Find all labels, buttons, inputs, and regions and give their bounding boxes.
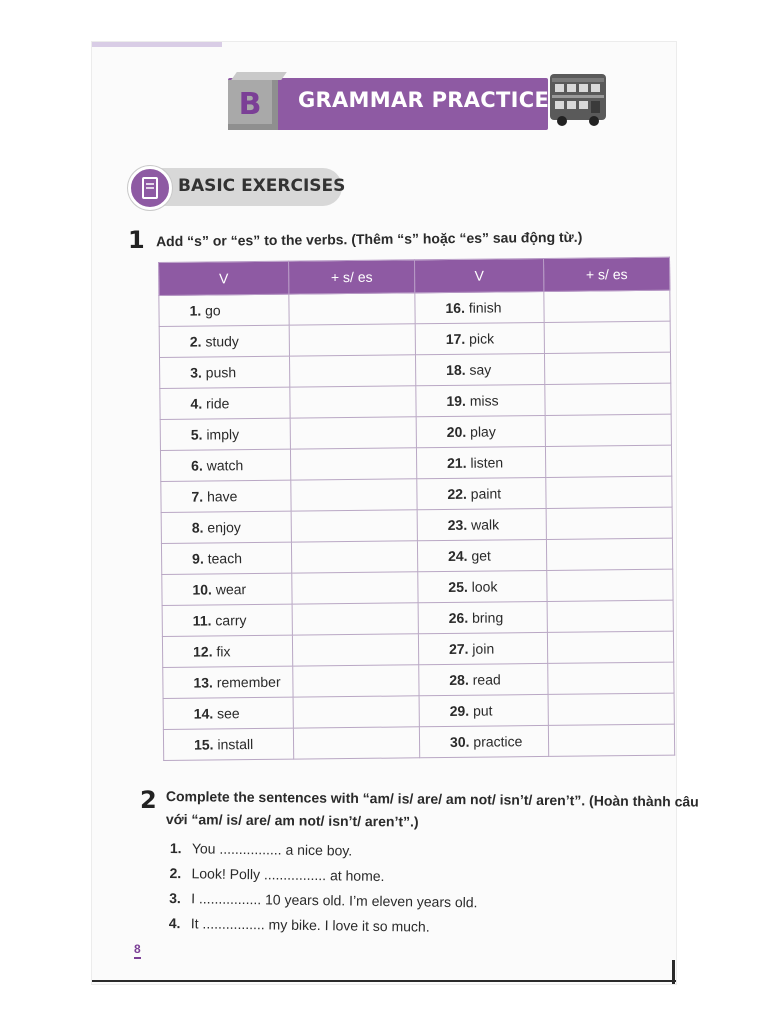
item-number: 4. — [190, 395, 203, 412]
exercise-1-number: 1 — [128, 226, 145, 254]
verb-word: fix — [216, 643, 231, 660]
verb-word: install — [217, 736, 254, 753]
verb-cell-left — [163, 666, 294, 698]
verb-cell-left — [162, 604, 293, 636]
header-suffix-1: + s/ es — [289, 260, 415, 294]
item-number: 21. — [446, 454, 467, 471]
answer-cell-right[interactable] — [544, 290, 670, 322]
verb-word: have — [206, 488, 238, 505]
item-number: 22. — [447, 485, 467, 502]
verb-cell-right — [418, 632, 548, 664]
verb-word: enjoy — [207, 519, 241, 536]
answer-cell-left[interactable] — [290, 355, 416, 387]
answer-cell-left[interactable] — [293, 634, 419, 666]
verb-word: teach — [207, 550, 243, 567]
page-top-accent — [92, 42, 222, 47]
answer-cell-right[interactable] — [545, 414, 671, 446]
item-number: 5. — [190, 426, 203, 443]
header-verb-2: V — [414, 258, 544, 292]
item-number: 6. — [191, 457, 203, 474]
item-number: 14. — [193, 705, 214, 722]
verb-cell-left — [159, 294, 290, 326]
verb-cell-left — [161, 480, 292, 512]
answer-cell-right[interactable] — [545, 352, 671, 384]
verb-cell-right — [417, 508, 547, 540]
answer-cell-right[interactable] — [546, 476, 672, 508]
item-number: 23. — [447, 516, 468, 533]
answer-cell-right[interactable] — [548, 693, 674, 725]
verb-word: study — [205, 333, 239, 350]
item-number: 30. — [449, 733, 470, 750]
answer-cell-right[interactable] — [547, 538, 673, 570]
answer-cell-left[interactable] — [291, 479, 417, 511]
answer-cell-left[interactable] — [292, 603, 418, 635]
basic-exercises-title: BASIC EXERCISES — [178, 176, 346, 196]
exercise-2-number: 2 — [140, 786, 157, 814]
sentence-text: It ................ my bike. I love it so much. — [190, 915, 430, 935]
item-number: 28. — [449, 671, 469, 688]
verb-cell-right — [419, 725, 549, 757]
verb-word: remember — [216, 673, 281, 691]
sentence-number: 2. — [169, 864, 182, 882]
sentence-number: 4. — [168, 914, 181, 932]
answer-cell-right[interactable] — [548, 662, 674, 694]
verb-cell-right — [415, 291, 545, 323]
section-letter-cube — [228, 80, 278, 130]
verb-cell-left — [160, 418, 291, 450]
item-number: 3. — [190, 364, 202, 381]
verb-table-body — [159, 290, 675, 760]
verb-word: go — [205, 302, 221, 319]
answer-cell-right[interactable] — [546, 445, 672, 477]
item-number: 17. — [445, 330, 466, 347]
verb-cell-right — [419, 694, 549, 726]
exercise-2-sentences — [169, 840, 630, 946]
verb-word: miss — [469, 392, 499, 409]
verb-cell-right — [417, 539, 547, 571]
verb-cell-left — [163, 697, 294, 729]
verb-word: finish — [468, 299, 502, 316]
item-number: 2. — [189, 333, 202, 350]
verb-word: watch — [206, 457, 244, 474]
item-number: 24. — [447, 547, 468, 564]
basic-exercises-badge — [128, 166, 172, 210]
verb-table-header-row — [159, 257, 670, 295]
verb-word: read — [472, 671, 501, 688]
section-title: GRAMMAR PRACTICE — [298, 88, 550, 112]
section-letter-cube-top — [231, 72, 287, 80]
item-number: 10. — [192, 581, 212, 598]
verb-word: ride — [205, 395, 230, 412]
answer-cell-left[interactable] — [290, 386, 416, 418]
item-number: 19. — [446, 392, 466, 409]
sentence-text: Look! Polly ................ at home. — [191, 865, 385, 884]
answer-cell-right[interactable] — [547, 600, 673, 632]
item-number: 25. — [448, 578, 468, 595]
verb-word: paint — [470, 485, 502, 502]
book-icon — [142, 177, 158, 199]
item-number: 13. — [193, 674, 213, 691]
answer-cell-left[interactable] — [291, 448, 417, 480]
item-number: 29. — [449, 702, 470, 719]
verb-cell-right — [416, 384, 546, 416]
sentence-number: 3. — [169, 889, 181, 907]
verb-cell-right — [419, 663, 549, 695]
answer-cell-right[interactable] — [547, 569, 673, 601]
verb-word: push — [205, 364, 237, 381]
item-number: 26. — [448, 609, 469, 626]
exercise-2-instruction-line-1: Complete the sentences with “am/ is/ are/ am not/ isn’t/ aren’t”. (Hoàn thành câu — [165, 788, 699, 810]
verb-cell-right — [416, 415, 546, 447]
verb-word: listen — [470, 454, 504, 471]
verb-word: carry — [215, 612, 247, 629]
answer-cell-right[interactable] — [548, 631, 674, 663]
verb-cell-right — [418, 601, 548, 633]
answer-cell-left[interactable] — [289, 324, 415, 356]
header-verb-1: V — [159, 261, 290, 295]
verb-cell-left — [161, 511, 292, 543]
verb-word: practice — [473, 733, 523, 750]
page-bottom-edge — [92, 980, 676, 982]
verb-cell-left — [160, 449, 291, 481]
verb-cell-right — [417, 477, 547, 509]
verb-cell-left — [162, 573, 293, 605]
item-number: 12. — [192, 643, 213, 660]
answer-cell-left[interactable] — [294, 727, 420, 759]
answer-cell-right[interactable] — [546, 507, 672, 539]
verb-cell-left — [160, 387, 291, 419]
exercise-2-instruction-line-2: với “am/ is/ are/ am not/ isn’t/ aren’t”.) — [165, 811, 419, 830]
verb-table — [158, 257, 675, 761]
header-suffix-2: + s/ es — [544, 257, 670, 291]
answer-cell-left[interactable] — [292, 541, 418, 573]
answer-cell-left[interactable] — [292, 572, 418, 604]
verb-word: imply — [206, 426, 240, 443]
item-number: 9. — [192, 550, 204, 567]
verb-word: say — [469, 361, 492, 378]
verb-word: see — [217, 705, 240, 722]
item-number: 8. — [191, 519, 204, 536]
verb-cell-left — [161, 542, 292, 574]
verb-word: bring — [471, 609, 504, 626]
item-number: 1. — [189, 302, 202, 319]
verb-cell-right — [415, 322, 545, 354]
answer-cell-left[interactable] — [293, 696, 419, 728]
answer-cell-right[interactable] — [549, 724, 675, 756]
item-number: 20. — [446, 423, 467, 440]
verb-cell-right — [415, 353, 545, 385]
double-decker-bus-icon — [546, 70, 610, 128]
verb-cell-right — [416, 446, 546, 478]
item-number: 11. — [192, 612, 212, 629]
sentence-number: 1. — [169, 840, 182, 857]
verb-cell-left — [159, 325, 290, 357]
answer-cell-right[interactable] — [544, 321, 670, 353]
exercise-1-instruction: Add “s” or “es” to the verbs. (Thêm “s” hoặc “es” sau động từ.) — [155, 228, 583, 250]
verb-word: pick — [469, 330, 495, 347]
answer-cell-left[interactable] — [291, 510, 417, 542]
answer-cell-right[interactable] — [545, 383, 671, 415]
sentence-text: You ................ a nice boy. — [191, 840, 353, 859]
verb-word: put — [472, 702, 493, 719]
verb-cell-left — [163, 728, 294, 760]
page-right-edge — [672, 960, 675, 984]
answer-cell-left[interactable] — [293, 665, 419, 697]
verb-cell-left — [160, 356, 291, 388]
verb-word: look — [471, 578, 498, 595]
item-number: 18. — [446, 361, 466, 378]
page-number: 8 — [134, 942, 141, 959]
item-number: 27. — [448, 640, 469, 657]
verb-word: wear — [215, 581, 247, 598]
table-row — [163, 724, 674, 760]
verb-word: walk — [470, 516, 500, 533]
answer-cell-left[interactable] — [290, 417, 416, 449]
verb-word: get — [471, 547, 491, 564]
verb-cell-right — [418, 570, 548, 602]
verb-word: join — [472, 640, 495, 657]
item-number: 15. — [193, 736, 214, 753]
sentence-text: I ................ 10 years old. I’m eleven years old. — [191, 890, 478, 911]
item-number: 7. — [191, 488, 204, 505]
section-letter: B — [238, 87, 262, 122]
item-number: 16. — [445, 299, 466, 316]
verb-cell-left — [162, 635, 293, 667]
verb-word: play — [470, 423, 496, 440]
answer-cell-left[interactable] — [289, 293, 415, 325]
